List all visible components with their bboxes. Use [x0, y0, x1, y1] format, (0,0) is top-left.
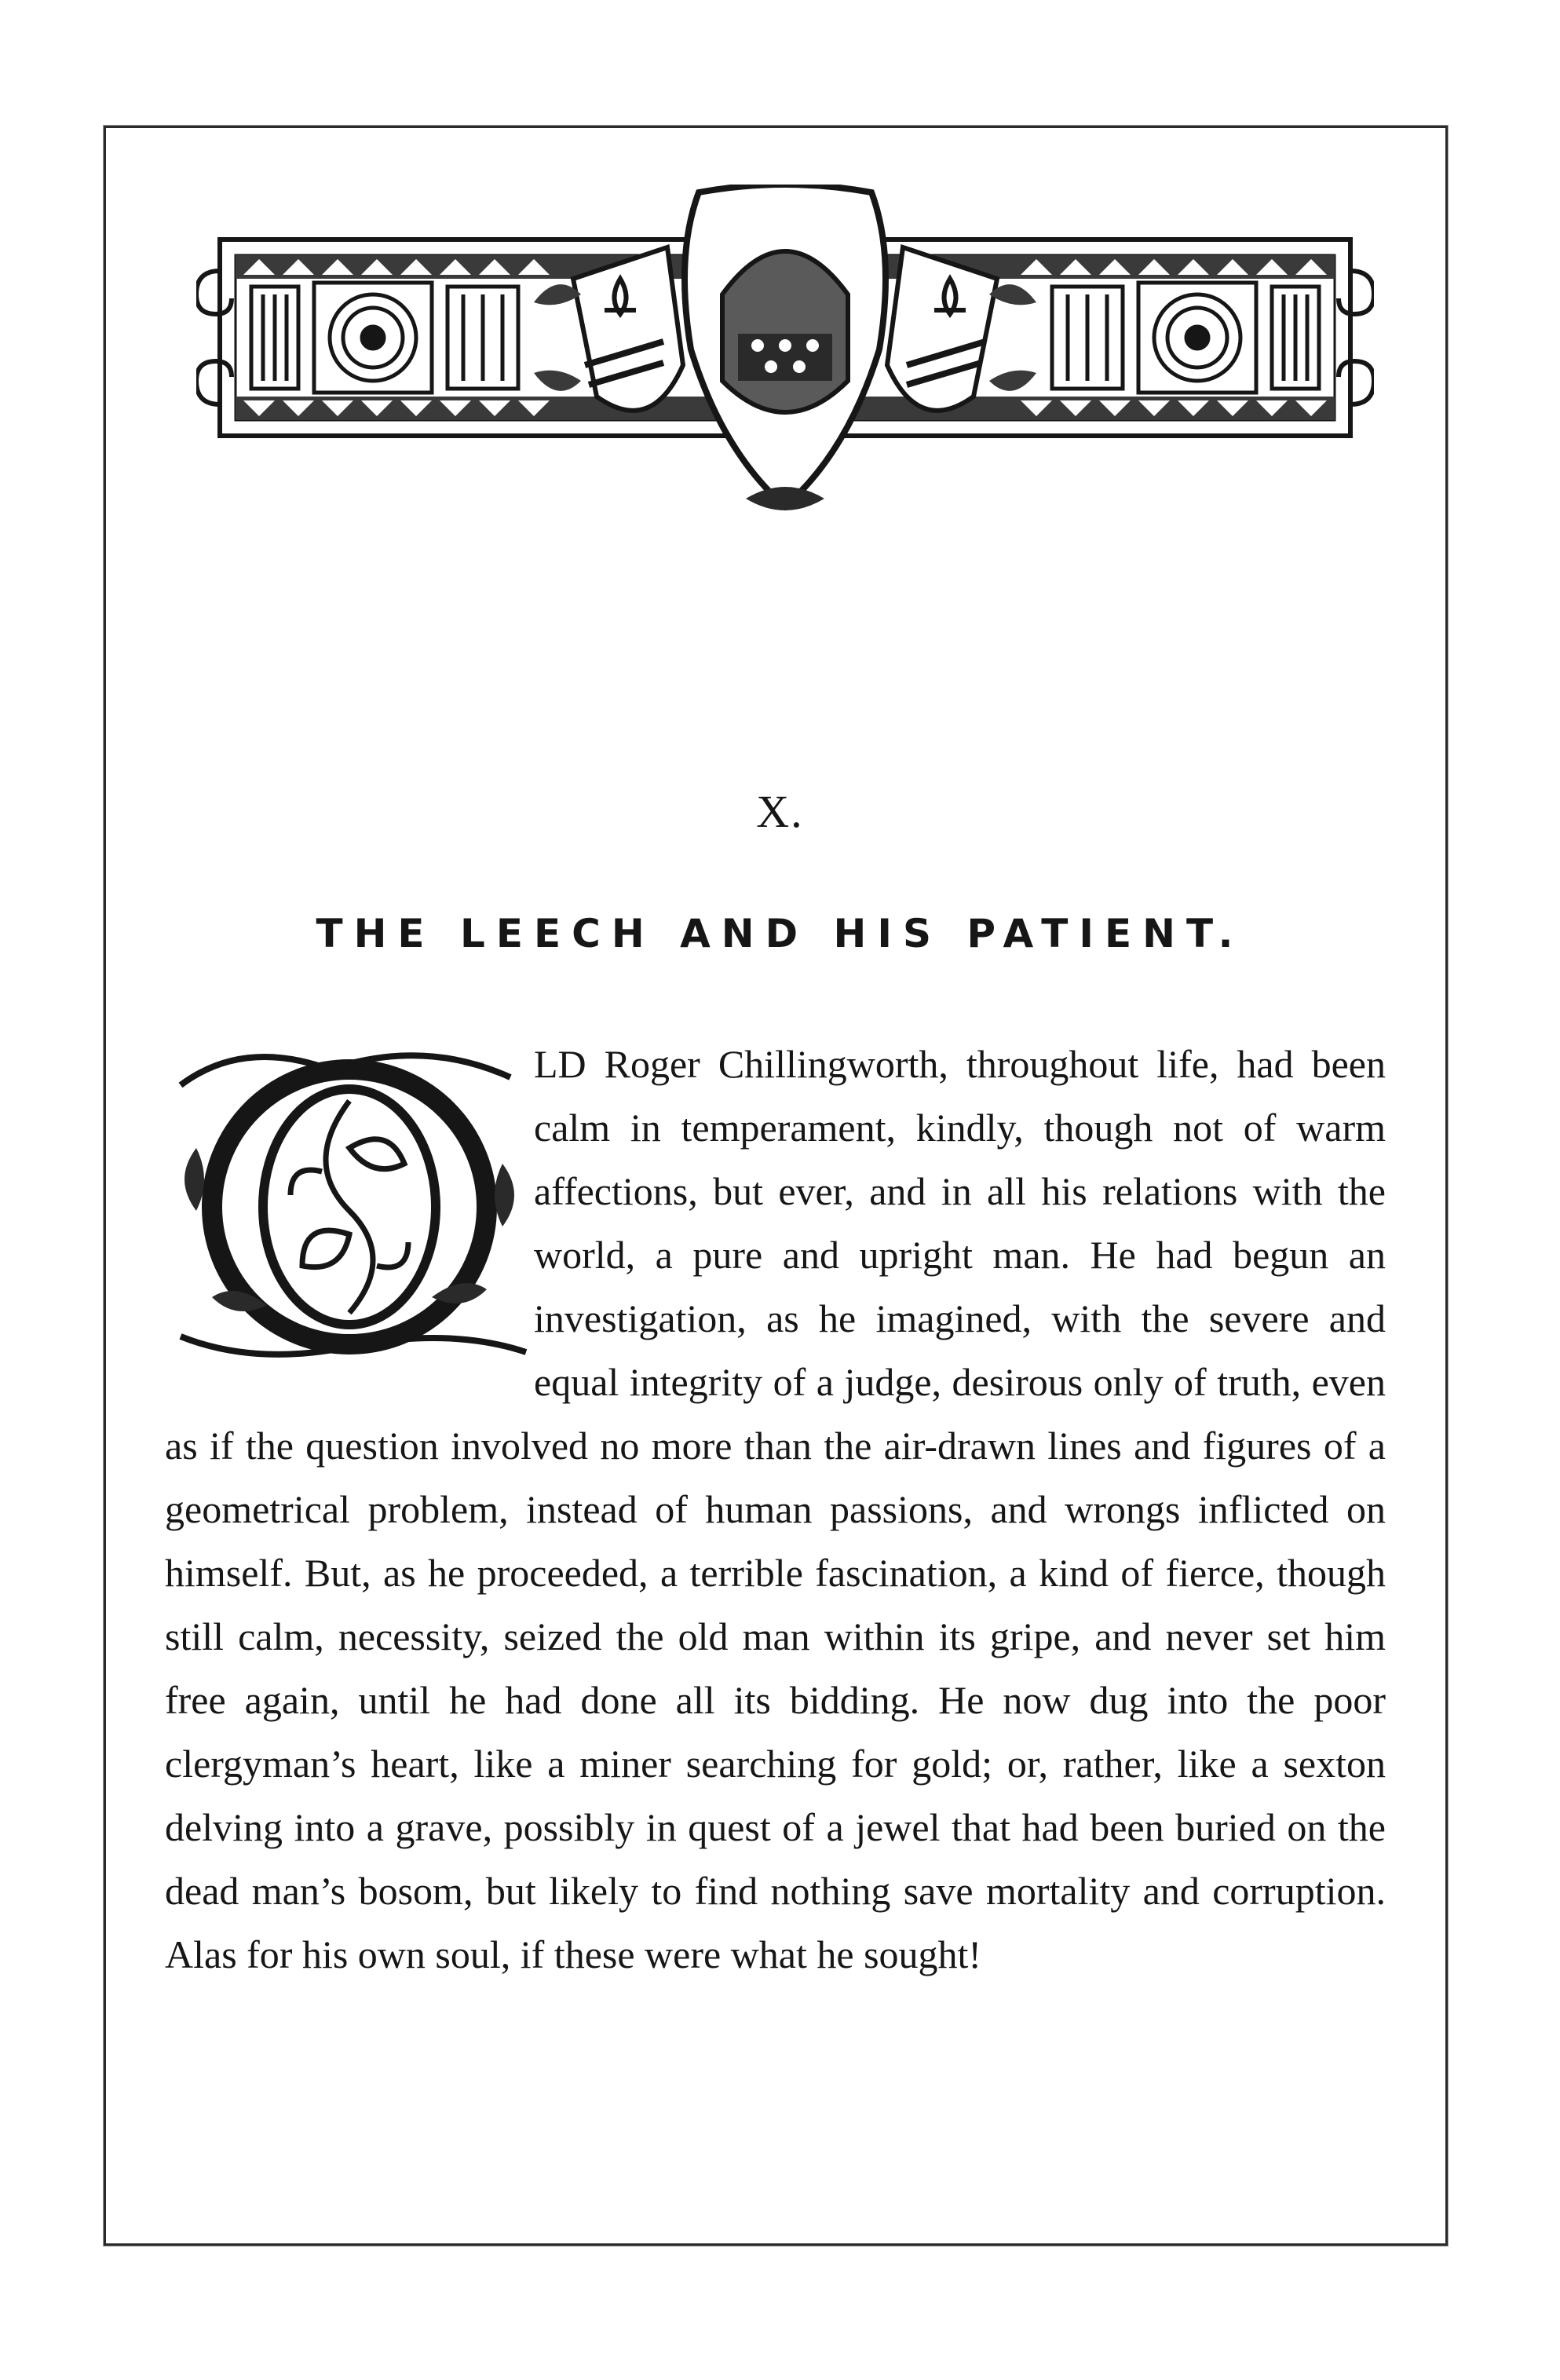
chapter-title: THE LEECH AND HIS PATIENT. — [316, 911, 1244, 956]
ornamental-headpiece-icon — [196, 185, 1374, 522]
paragraph: LD Roger Chillingworth, throughout life, had been calm in temperament, kindly, though not of warm affections, but ever, and in all his relations with the world, a pure and upright man. He had begun an investigation, as he imagined, with the severe and equal integrity of a judge, desirous only of truth, even as if the question involved no more than the air-drawn lines and figures of a geometrical problem, instead of human passions, and wrongs inflicted on himself. But, as he proceeded, a terrible fascination, a kind of fierce, though still calm, necessity, seized the old man within its gripe, and never set him free again, until he had done all its bidding. He now dug into the poor clergyman’s heart, like a miner searching for gold; or, rather, like a sexton delving into a grave, possibly in quest of a jewel that had been buried on the dead man’s bosom, but likely to find nothing save mortality and corruption. Alas for his own soul, if these were what he sought! — [165, 1042, 1386, 1976]
chapter-body — [165, 1033, 1386, 1987]
drop-cap-space — [165, 1033, 534, 1413]
chapter-number: X. — [756, 786, 804, 837]
